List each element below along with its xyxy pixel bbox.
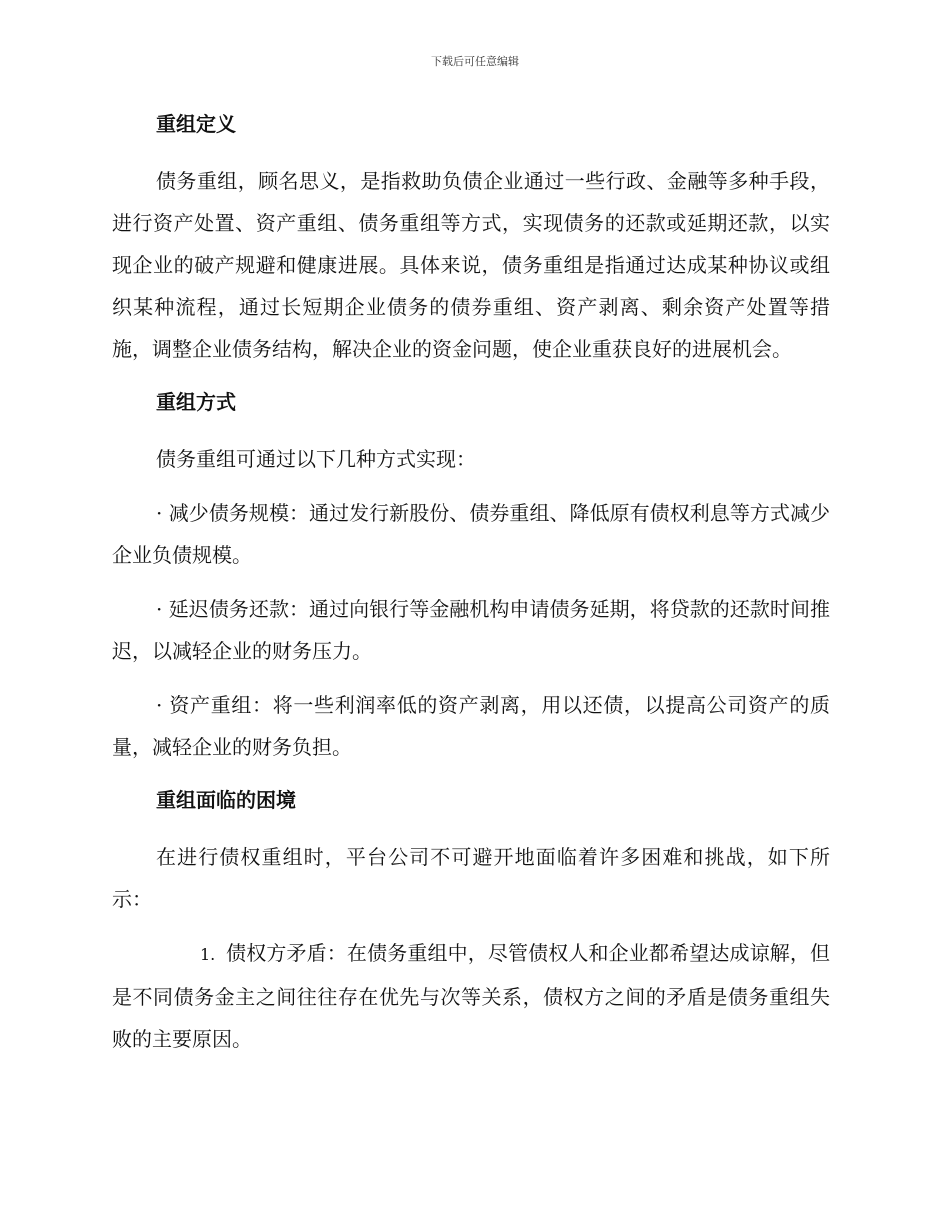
section-heading-difficulties: 重组面临的困境 (156, 788, 296, 812)
list-item-creditor-conflict (112, 932, 830, 1060)
section-heading-methods: 重组方式 (156, 390, 236, 414)
bullet-reduce-debt: · 减少债务规模：通过发行新股份、债券重组、降低原有债权利息等方式减少企业负债规模。 (112, 501, 830, 567)
list-item-text: 债权方矛盾：在债务重组中，尽管债权人和企业都希望达成谅解，但是不同债务金主之间往往存在优先与次等关系，债权方之间的矛盾是债务重组失败的主要原因。 (112, 941, 830, 1051)
document-body (112, 104, 830, 1072)
list-number: 1. (200, 945, 216, 964)
section-heading-definition: 重组定义 (156, 112, 236, 136)
header-note: 下载后可任意编辑 (431, 55, 519, 68)
paragraph-difficulties-intro: 在进行债权重组时，平台公司不可避开地面临着许多困难和挑战，如下所示： (112, 845, 830, 911)
bullet-asset-restructuring: · 资产重组：将一些利润率低的资产剥离，用以还债，以提高公司资产的质量，减轻企业的财务负担。 (112, 693, 830, 759)
paragraph-definition: 债务重组，顾名思义，是指救助负债企业通过一些行政、金融等多种手段，进行资产处置、资产重组、债务重组等方式，实现债务的还款或延期还款，以实现企业的破产规避和健康进展。具体来说，债务重组是指通过达成某种协议或组织某种流程，通过长短期企业债务的债券重组、资产剥离、剩余资产处置等措施，调整企业债务结构，解决企业的资金问题，使企业重获良好的进展机会。 (112, 169, 830, 361)
paragraph-methods-intro: 债务重组可通过以下几种方式实现： (156, 447, 476, 471)
bullet-delay-repayment: · 延迟债务还款：通过向银行等金融机构申请债务延期，将贷款的还款时间推迟，以减轻企业的财务压力。 (112, 597, 830, 663)
